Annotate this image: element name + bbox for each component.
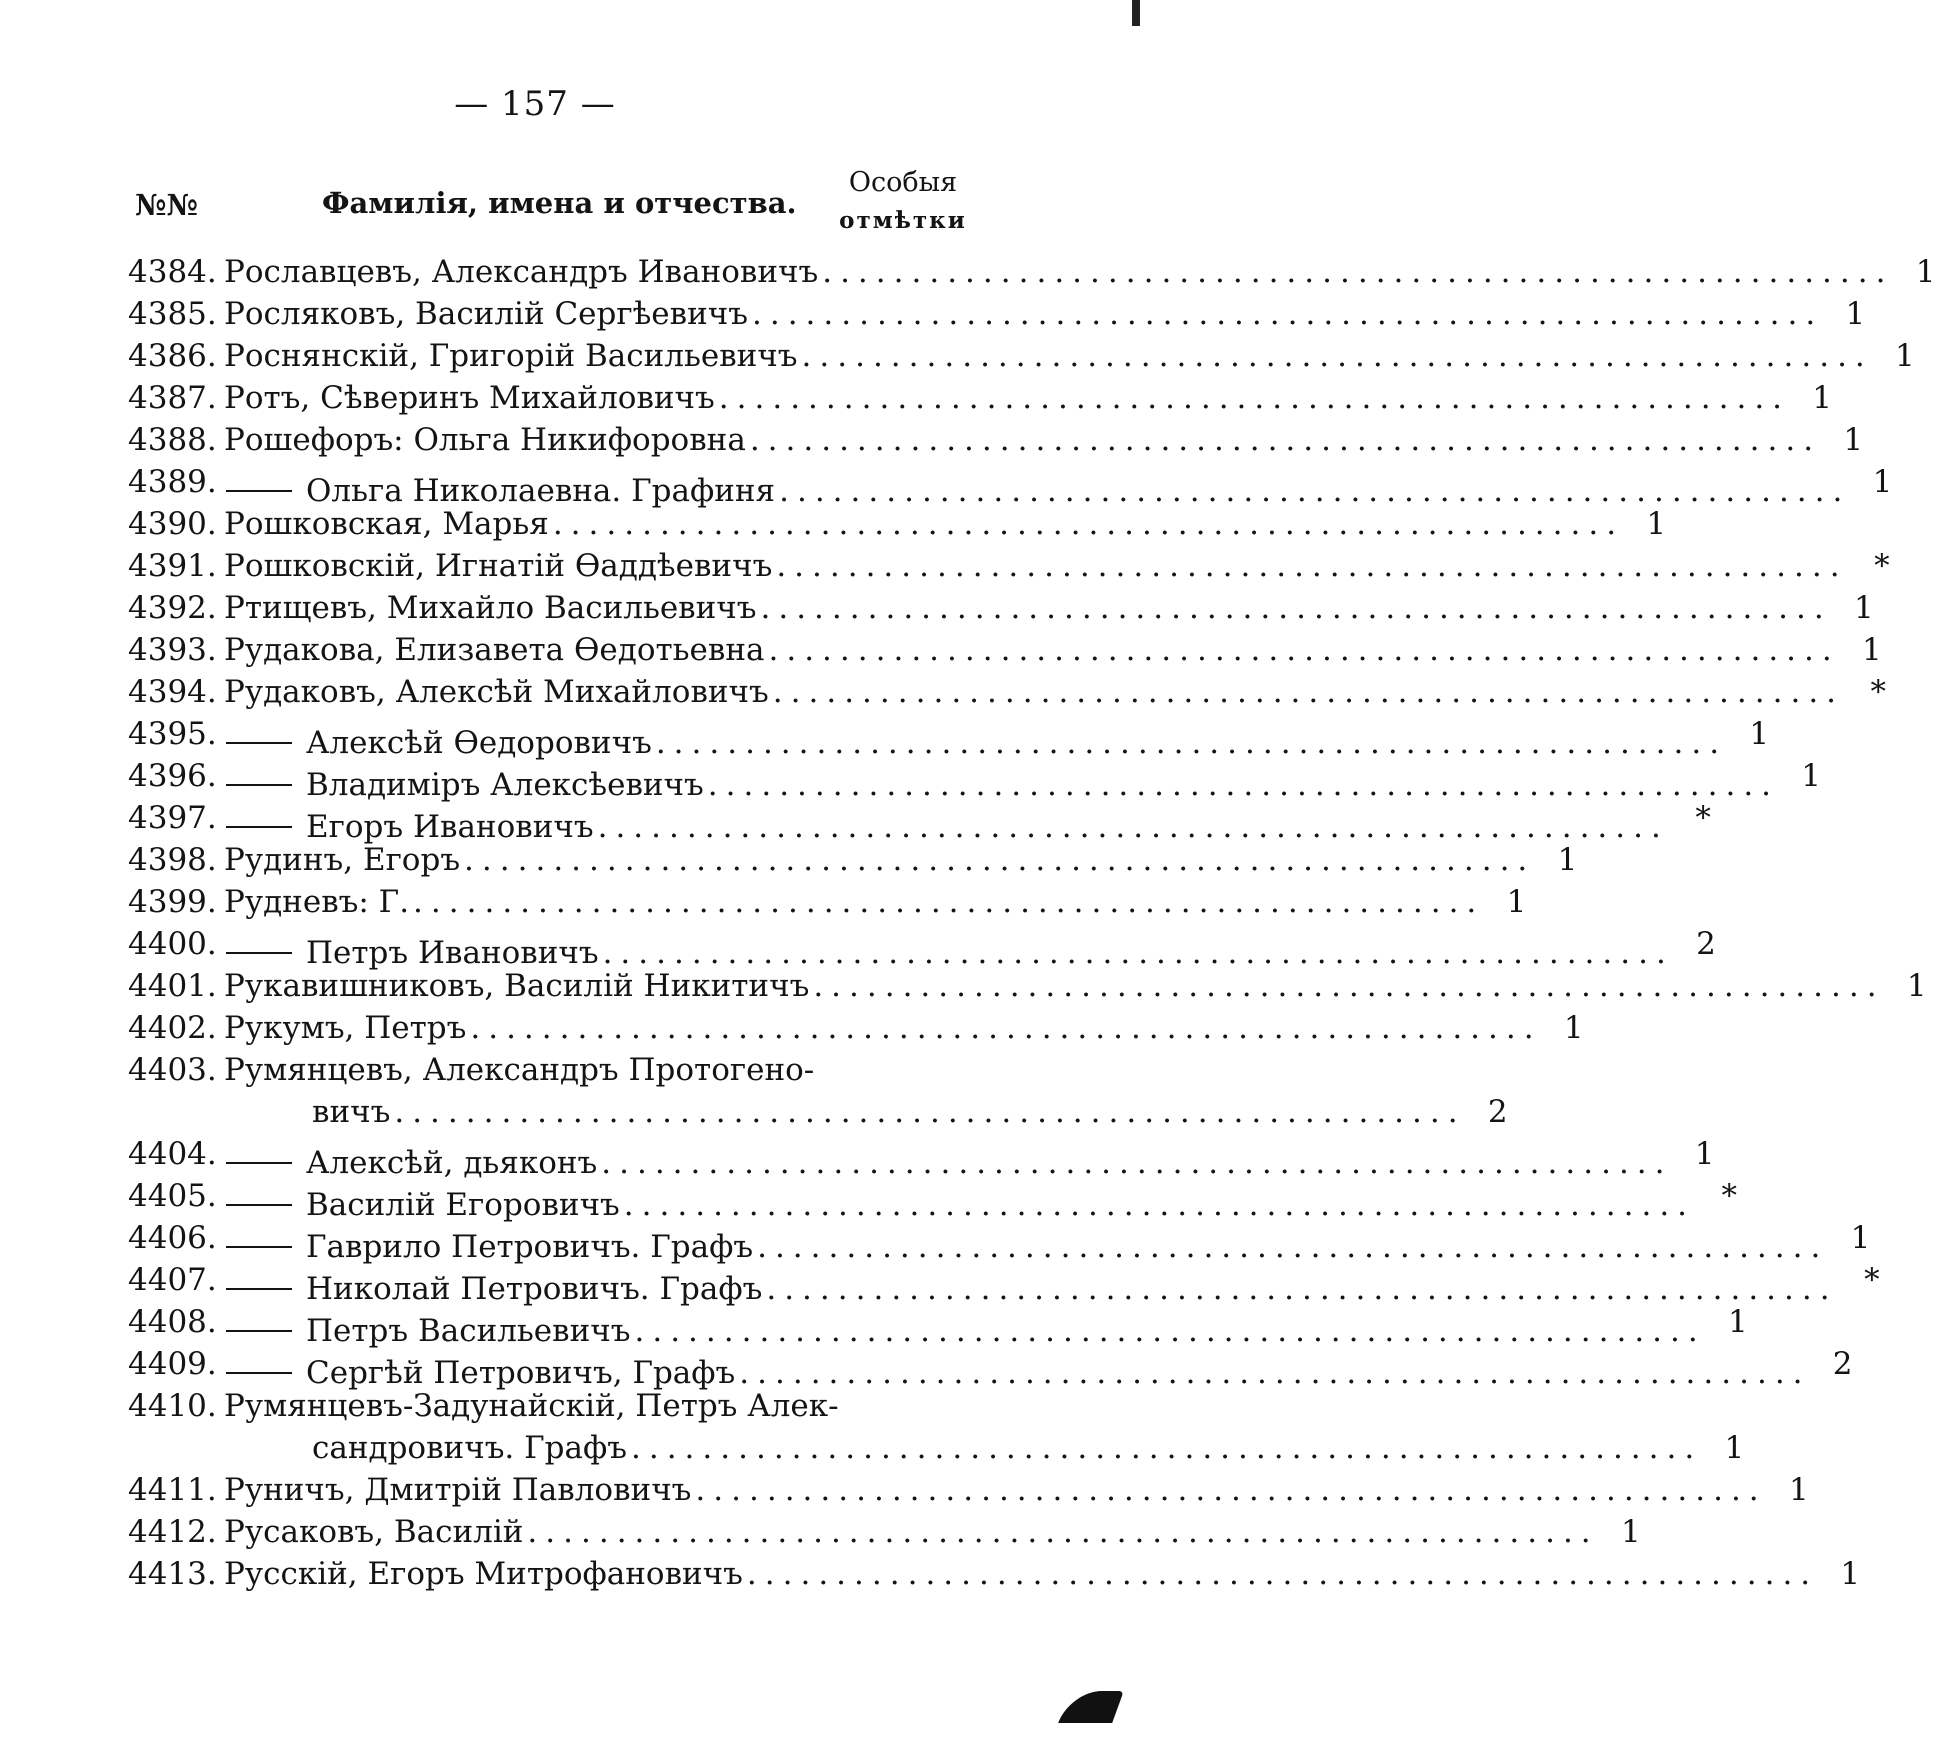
entry-name-text: Румянцевъ, Александръ Протогено- xyxy=(224,1052,815,1088)
header-name-column: Фамилія, имена и отчества. xyxy=(322,186,797,220)
entry-number: 4386. xyxy=(128,338,217,374)
entry-number: 4385. xyxy=(128,296,217,332)
entry-number: 4394. xyxy=(128,674,217,710)
leader-dots: ............................................................ xyxy=(602,935,1674,971)
entry-note: * xyxy=(1874,548,1890,584)
entry-row xyxy=(128,503,1667,545)
entry-name-text: Николай Петровичъ. Графъ xyxy=(306,1271,763,1307)
entry-name xyxy=(220,629,1840,671)
ditto-dash xyxy=(226,1162,292,1164)
entry-note: 2 xyxy=(1487,1094,1508,1130)
ditto-dash xyxy=(226,1330,292,1332)
entry-name xyxy=(220,1469,1767,1511)
entry-number: 4396. xyxy=(128,758,217,794)
entry-name xyxy=(220,1310,1706,1352)
entry-row xyxy=(128,629,1882,671)
entry-name xyxy=(220,671,1844,713)
entry-note: 1 xyxy=(1812,380,1833,416)
entry-number: 4388. xyxy=(128,422,217,458)
entry-name xyxy=(220,965,1885,1007)
entry-number: 4404. xyxy=(128,1136,217,1172)
leader-dots: ............................................................ xyxy=(746,1556,1819,1592)
entry-row xyxy=(128,713,1770,761)
entry-name xyxy=(220,1553,1818,1595)
leader-dots: ............................................................ xyxy=(801,338,1873,374)
leader-dots: ............................................................ xyxy=(623,1187,1696,1223)
entry-number: 4413. xyxy=(128,1556,217,1592)
entry-number: 4399. xyxy=(128,884,217,920)
entries-list xyxy=(128,251,1936,1595)
entry-note: 1 xyxy=(1506,884,1527,920)
entry-note: 1 xyxy=(1906,968,1927,1004)
entry-name-text: Рудинъ, Егоръ xyxy=(224,842,461,878)
entry-number: 4402. xyxy=(128,1010,217,1046)
scan-artifact-mark xyxy=(1058,1691,1124,1723)
entry-name-text: Ольга Николаевна. Графиня xyxy=(306,473,776,509)
entry-number: 4390. xyxy=(128,506,217,542)
entry-row xyxy=(128,1007,1584,1049)
entry-number: 4408. xyxy=(128,1304,217,1340)
entry-name xyxy=(220,881,1484,923)
leader-dots: ............................................................ xyxy=(749,422,1822,458)
entry-row xyxy=(128,1553,1861,1595)
entry-number: 4393. xyxy=(128,632,217,668)
entry-name xyxy=(220,1268,1838,1310)
entry-name-text: Рукавишниковъ, Василій Никитичъ xyxy=(224,968,810,1004)
leader-dots: ............................................................ xyxy=(707,767,1780,803)
entry-name-text: Росляковъ, Василій Сергѣевичъ xyxy=(224,296,748,332)
leader-dots: ............................................................ xyxy=(757,1229,1829,1265)
header-notes-line1: Особыя xyxy=(848,167,958,198)
entry-name-text: Гаврило Петровичъ. Графъ xyxy=(306,1229,754,1265)
ditto-dash xyxy=(226,1372,292,1374)
entry-note: 1 xyxy=(1895,338,1915,374)
entry-row xyxy=(128,419,1864,461)
entry-name-text: Василій Егоровичъ xyxy=(306,1187,620,1223)
entry-name xyxy=(220,377,1790,419)
entry-name xyxy=(220,1427,1702,1469)
entry-row xyxy=(128,923,1716,971)
entry-name-text: Рукумъ, Петръ xyxy=(224,1010,467,1046)
entry-name-text: Русскій, Егоръ Митрофановичъ xyxy=(224,1556,743,1592)
entry-name xyxy=(220,722,1727,764)
entry-row xyxy=(128,461,1893,509)
entry-name xyxy=(220,587,1832,629)
entry-note: * xyxy=(1721,1178,1738,1214)
entry-name-text: Роснянскій, Григорій Васильевичъ xyxy=(224,338,798,374)
entry-note: 1 xyxy=(1862,632,1882,668)
leader-dots: ............................................................ xyxy=(768,632,1840,668)
leader-dots: ............................................................ xyxy=(739,1355,1811,1391)
entry-note: 1 xyxy=(1840,1556,1861,1592)
entry-note: * xyxy=(1695,800,1711,836)
leader-dots: ............................................................ xyxy=(464,842,1536,878)
entry-number: 4391. xyxy=(128,548,217,584)
entry-name-text: Владиміръ Алексѣевичъ xyxy=(306,767,704,803)
entry-continuation xyxy=(128,1427,1745,1469)
page-number: — 157 — xyxy=(454,84,616,124)
entry-note: 1 xyxy=(1872,464,1893,500)
entry-note: 1 xyxy=(1915,254,1936,290)
entry-name-text: Ртищевъ, Михайло Васильевичъ xyxy=(224,590,757,626)
entry-number: 4389. xyxy=(128,464,217,500)
entry-name-text: Сергѣй Петровичъ, Графъ xyxy=(306,1355,736,1391)
leader-dots: ............................................................ xyxy=(718,380,1791,416)
entry-note: 1 xyxy=(1854,590,1874,626)
entry-continuation xyxy=(128,1091,1508,1133)
leader-dots: ............................................................ xyxy=(695,1472,1767,1508)
entry-number: 4411. xyxy=(128,1472,217,1508)
ditto-dash xyxy=(226,952,292,954)
entry-number: 4409. xyxy=(128,1346,217,1382)
entry-row xyxy=(128,545,1890,587)
entry-row xyxy=(128,1385,968,1427)
entry-note: 2 xyxy=(1696,926,1716,962)
header-notes-column xyxy=(838,164,968,240)
entry-note: 1 xyxy=(1728,1304,1748,1340)
entry-name-text: Русаковъ, Василій xyxy=(224,1514,524,1550)
entry-name xyxy=(220,1091,1466,1133)
entry-name xyxy=(220,1049,922,1091)
entry-name xyxy=(220,839,1535,881)
header-number-column: №№ xyxy=(135,188,199,222)
leader-dots: ............................................................ xyxy=(779,473,1851,509)
ditto-dash xyxy=(226,1246,292,1248)
entry-row xyxy=(128,671,1887,713)
entry-note: 1 xyxy=(1749,716,1770,752)
entry-note: 1 xyxy=(1788,1472,1809,1508)
ditto-dash xyxy=(226,826,292,828)
scan-corner-mark xyxy=(1132,0,1140,26)
entry-note: 1 xyxy=(1694,1136,1715,1172)
header-notes-line2: отмѣтки xyxy=(839,207,967,234)
entry-note: * xyxy=(1870,674,1887,710)
entry-number: 4412. xyxy=(128,1514,217,1550)
leader-dots: ............................................................ xyxy=(813,968,1885,1004)
entry-row xyxy=(128,335,1915,377)
leader-dots: ............................................................ xyxy=(760,590,1832,626)
entry-name-text: Румянцевъ-Задунайскій, Петръ Алек- xyxy=(224,1388,839,1424)
leader-dots: ............................................................ xyxy=(552,506,1625,542)
entry-note: 2 xyxy=(1832,1346,1853,1382)
entry-row xyxy=(128,965,1927,1007)
entry-row xyxy=(128,1133,1715,1181)
entry-name xyxy=(220,419,1821,461)
ditto-dash xyxy=(226,784,292,786)
entry-number: 4387. xyxy=(128,380,217,416)
entry-name-text: Алексѣй, дьяконъ xyxy=(306,1145,598,1181)
entry-row xyxy=(128,1511,1641,1553)
entry-number: 4395. xyxy=(128,716,217,752)
entry-number: 4406. xyxy=(128,1220,217,1256)
ditto-dash xyxy=(226,1204,292,1206)
leader-dots: ............................................................ xyxy=(822,254,1894,290)
entry-name-text: Ротъ, Сѣверинъ Михайловичъ xyxy=(224,380,715,416)
entry-name xyxy=(220,503,1624,545)
entry-note: 1 xyxy=(1843,422,1864,458)
leader-dots: ............................................................ xyxy=(655,725,1728,761)
entry-name xyxy=(220,545,1848,587)
entry-row xyxy=(128,1049,968,1091)
entry-name-text: Егоръ Ивановичъ xyxy=(306,809,594,845)
entry-row xyxy=(128,587,1874,629)
entry-name-text: Рошковская, Марья xyxy=(224,506,549,542)
entry-name-text: Рудаковъ, Алексѣй Михайловичъ xyxy=(224,674,769,710)
entry-number: 4405. xyxy=(128,1178,217,1214)
entry-note: 1 xyxy=(1557,842,1578,878)
entry-row xyxy=(128,377,1833,419)
entry-name-text: Руничъ, Дмитрій Павловичъ xyxy=(224,1472,692,1508)
entry-row xyxy=(128,839,1578,881)
entry-note: 1 xyxy=(1845,296,1866,332)
entry-note: 1 xyxy=(1620,1514,1641,1550)
entry-name xyxy=(220,1226,1828,1268)
entry-number: 4384. xyxy=(128,254,217,290)
entry-name xyxy=(220,764,1779,806)
entry-name xyxy=(220,293,1823,335)
entry-name-text: Рошефоръ: Ольга Никифоровна xyxy=(224,422,746,458)
entry-note: 1 xyxy=(1850,1220,1871,1256)
entry-name-text: Петръ Васильевичъ xyxy=(306,1313,631,1349)
entry-name-text: вичъ xyxy=(312,1094,391,1130)
entry-name xyxy=(220,1385,922,1427)
entry-number: 4398. xyxy=(128,842,217,878)
entry-name xyxy=(220,1142,1673,1184)
entry-note: 1 xyxy=(1563,1010,1584,1046)
entry-name-text: Рудакова, Елизавета Ѳедотьевна xyxy=(224,632,765,668)
entry-number: 4410. xyxy=(128,1388,217,1424)
entry-note: 1 xyxy=(1724,1430,1745,1466)
entry-number: 4397. xyxy=(128,800,217,836)
entry-name xyxy=(220,1511,1599,1553)
entry-name-text: Алексѣй Ѳедоровичъ xyxy=(306,725,652,761)
entry-number: 4407. xyxy=(128,1262,217,1298)
entry-name-text: сандровичъ. Графъ xyxy=(312,1430,627,1466)
entry-note: * xyxy=(1864,1262,1880,1298)
entry-name xyxy=(220,1184,1695,1226)
ditto-dash xyxy=(226,1288,292,1290)
leader-dots: ............................................................ xyxy=(634,1313,1706,1349)
leader-dots: ............................................................ xyxy=(413,884,1485,920)
entry-name-text: Рудневъ: Г. xyxy=(224,884,410,920)
entry-name-text: Рошковскій, Игнатій Ѳаддѣевичъ xyxy=(224,548,773,584)
entry-number: 4401. xyxy=(128,968,217,1004)
entry-number: 4400. xyxy=(128,926,217,962)
entry-name xyxy=(220,251,1893,293)
leader-dots: ............................................................ xyxy=(772,674,1845,710)
entry-row xyxy=(128,881,1527,923)
leader-dots: ............................................................ xyxy=(527,1514,1599,1550)
leader-dots: ............................................................ xyxy=(766,1271,1838,1307)
leader-dots: ............................................................ xyxy=(630,1430,1703,1466)
leader-dots: ............................................................ xyxy=(394,1094,1466,1130)
entry-row xyxy=(128,293,1866,335)
leader-dots: ............................................................ xyxy=(470,1010,1542,1046)
leader-dots: ............................................................ xyxy=(752,296,1824,332)
entry-note: 1 xyxy=(1801,758,1822,794)
entry-note: 1 xyxy=(1646,506,1667,542)
ditto-dash xyxy=(226,742,292,744)
entry-name-text: Рославцевъ, Александръ Ивановичъ xyxy=(224,254,819,290)
entry-row xyxy=(128,251,1936,293)
entry-number: 4392. xyxy=(128,590,217,626)
leader-dots: ............................................................ xyxy=(601,1145,1673,1181)
ditto-dash xyxy=(226,490,292,492)
entry-number: 4403. xyxy=(128,1052,217,1088)
leader-dots: ............................................................ xyxy=(776,548,1848,584)
entry-row xyxy=(128,1469,1809,1511)
entry-name xyxy=(220,335,1873,377)
leader-dots: ............................................................ xyxy=(597,809,1669,845)
entry-name-text: Петръ Ивановичъ xyxy=(306,935,599,971)
entry-name xyxy=(220,1007,1542,1049)
